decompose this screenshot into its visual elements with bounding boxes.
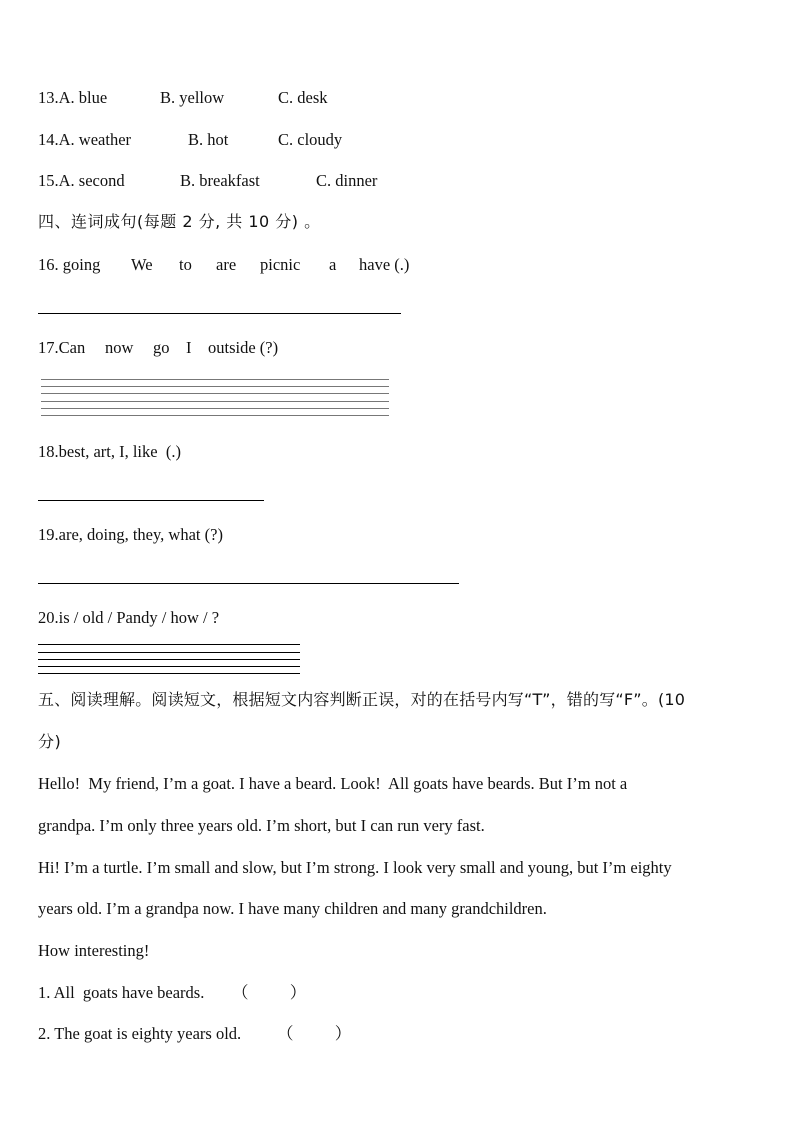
writing-line — [38, 659, 300, 660]
writing-line — [38, 666, 300, 667]
writing-line — [41, 408, 389, 409]
writing-line — [41, 401, 389, 402]
question-13-option-a: 13.A. blue — [38, 88, 108, 107]
q16-word: have (.) — [359, 255, 410, 274]
section-4-title: 四、连词成句(每题 2 分, 共 10 分) 。 — [38, 212, 321, 231]
q17-word: I — [186, 338, 192, 357]
passage-turtle-line-2: years old. I’m a grandpa now. I have many children and many grandchildren. — [38, 899, 547, 918]
question-19: 19.are, doing, they, what (?) — [38, 525, 223, 544]
question-15-option-a: 15.A. second — [38, 171, 125, 190]
question-14-option-a: 14.A. weather — [38, 130, 132, 149]
q16-word: to — [179, 255, 192, 274]
q16-word: 16. going — [38, 255, 101, 274]
section-5-title: 五、阅读理解。阅读短文，根据短文内容判断正误，对的在括号内写“T”，错的写“F”。(10 — [38, 690, 686, 709]
question-20: 20.is / old / Pandy / how / ? — [38, 608, 220, 627]
question-18: 18.best, art, I, like (.) — [38, 442, 181, 461]
writing-line — [41, 393, 389, 394]
q17-word: now — [105, 338, 134, 357]
passage-closing: How interesting! — [38, 941, 150, 960]
q16-word: are — [216, 255, 237, 274]
section-5-title-cont: 分) — [38, 732, 62, 751]
writing-line — [38, 644, 300, 645]
q16-word: We — [131, 255, 153, 274]
question-14-option-b: B. hot — [188, 130, 229, 149]
judge-question-2: 2. The goat is eighty years old. — [38, 1024, 242, 1043]
answer-paren-2[interactable]: （ ） — [277, 1024, 352, 1043]
q16-word: picnic — [260, 255, 301, 274]
question-13-option-c: C. desk — [278, 88, 328, 107]
answer-line-16[interactable] — [38, 313, 401, 314]
question-13-option-b: B. yellow — [160, 88, 225, 107]
writing-line — [41, 379, 389, 380]
passage-turtle-line-1: Hi! I’m a turtle. I’m small and slow, but I’m strong. I look very small and young, but I’m eighty — [38, 858, 672, 877]
answer-line-19[interactable] — [38, 583, 459, 584]
writing-line — [41, 386, 389, 387]
q17-word: outside (?) — [208, 338, 279, 357]
answer-line-18[interactable] — [38, 500, 264, 501]
writing-line — [41, 415, 389, 416]
q17-word: go — [153, 338, 170, 357]
q17-word: 17.Can — [38, 338, 86, 357]
question-14-option-c: C. cloudy — [278, 130, 343, 149]
judge-question-1: 1. All goats have beards. — [38, 983, 205, 1002]
writing-line — [38, 673, 300, 674]
question-15-option-b: B. breakfast — [180, 171, 260, 190]
question-15-option-c: C. dinner — [316, 171, 378, 190]
passage-goat-line-1: Hello! My friend, I’m a goat. I have a beard. Look! All goats have beards. But I’m not a — [38, 774, 628, 793]
writing-line — [38, 652, 300, 653]
passage-goat-line-2: grandpa. I’m only three years old. I’m short, but I can run very fast. — [38, 816, 485, 835]
q16-word: a — [329, 255, 337, 274]
answer-paren-1[interactable]: （ ） — [232, 983, 307, 1002]
